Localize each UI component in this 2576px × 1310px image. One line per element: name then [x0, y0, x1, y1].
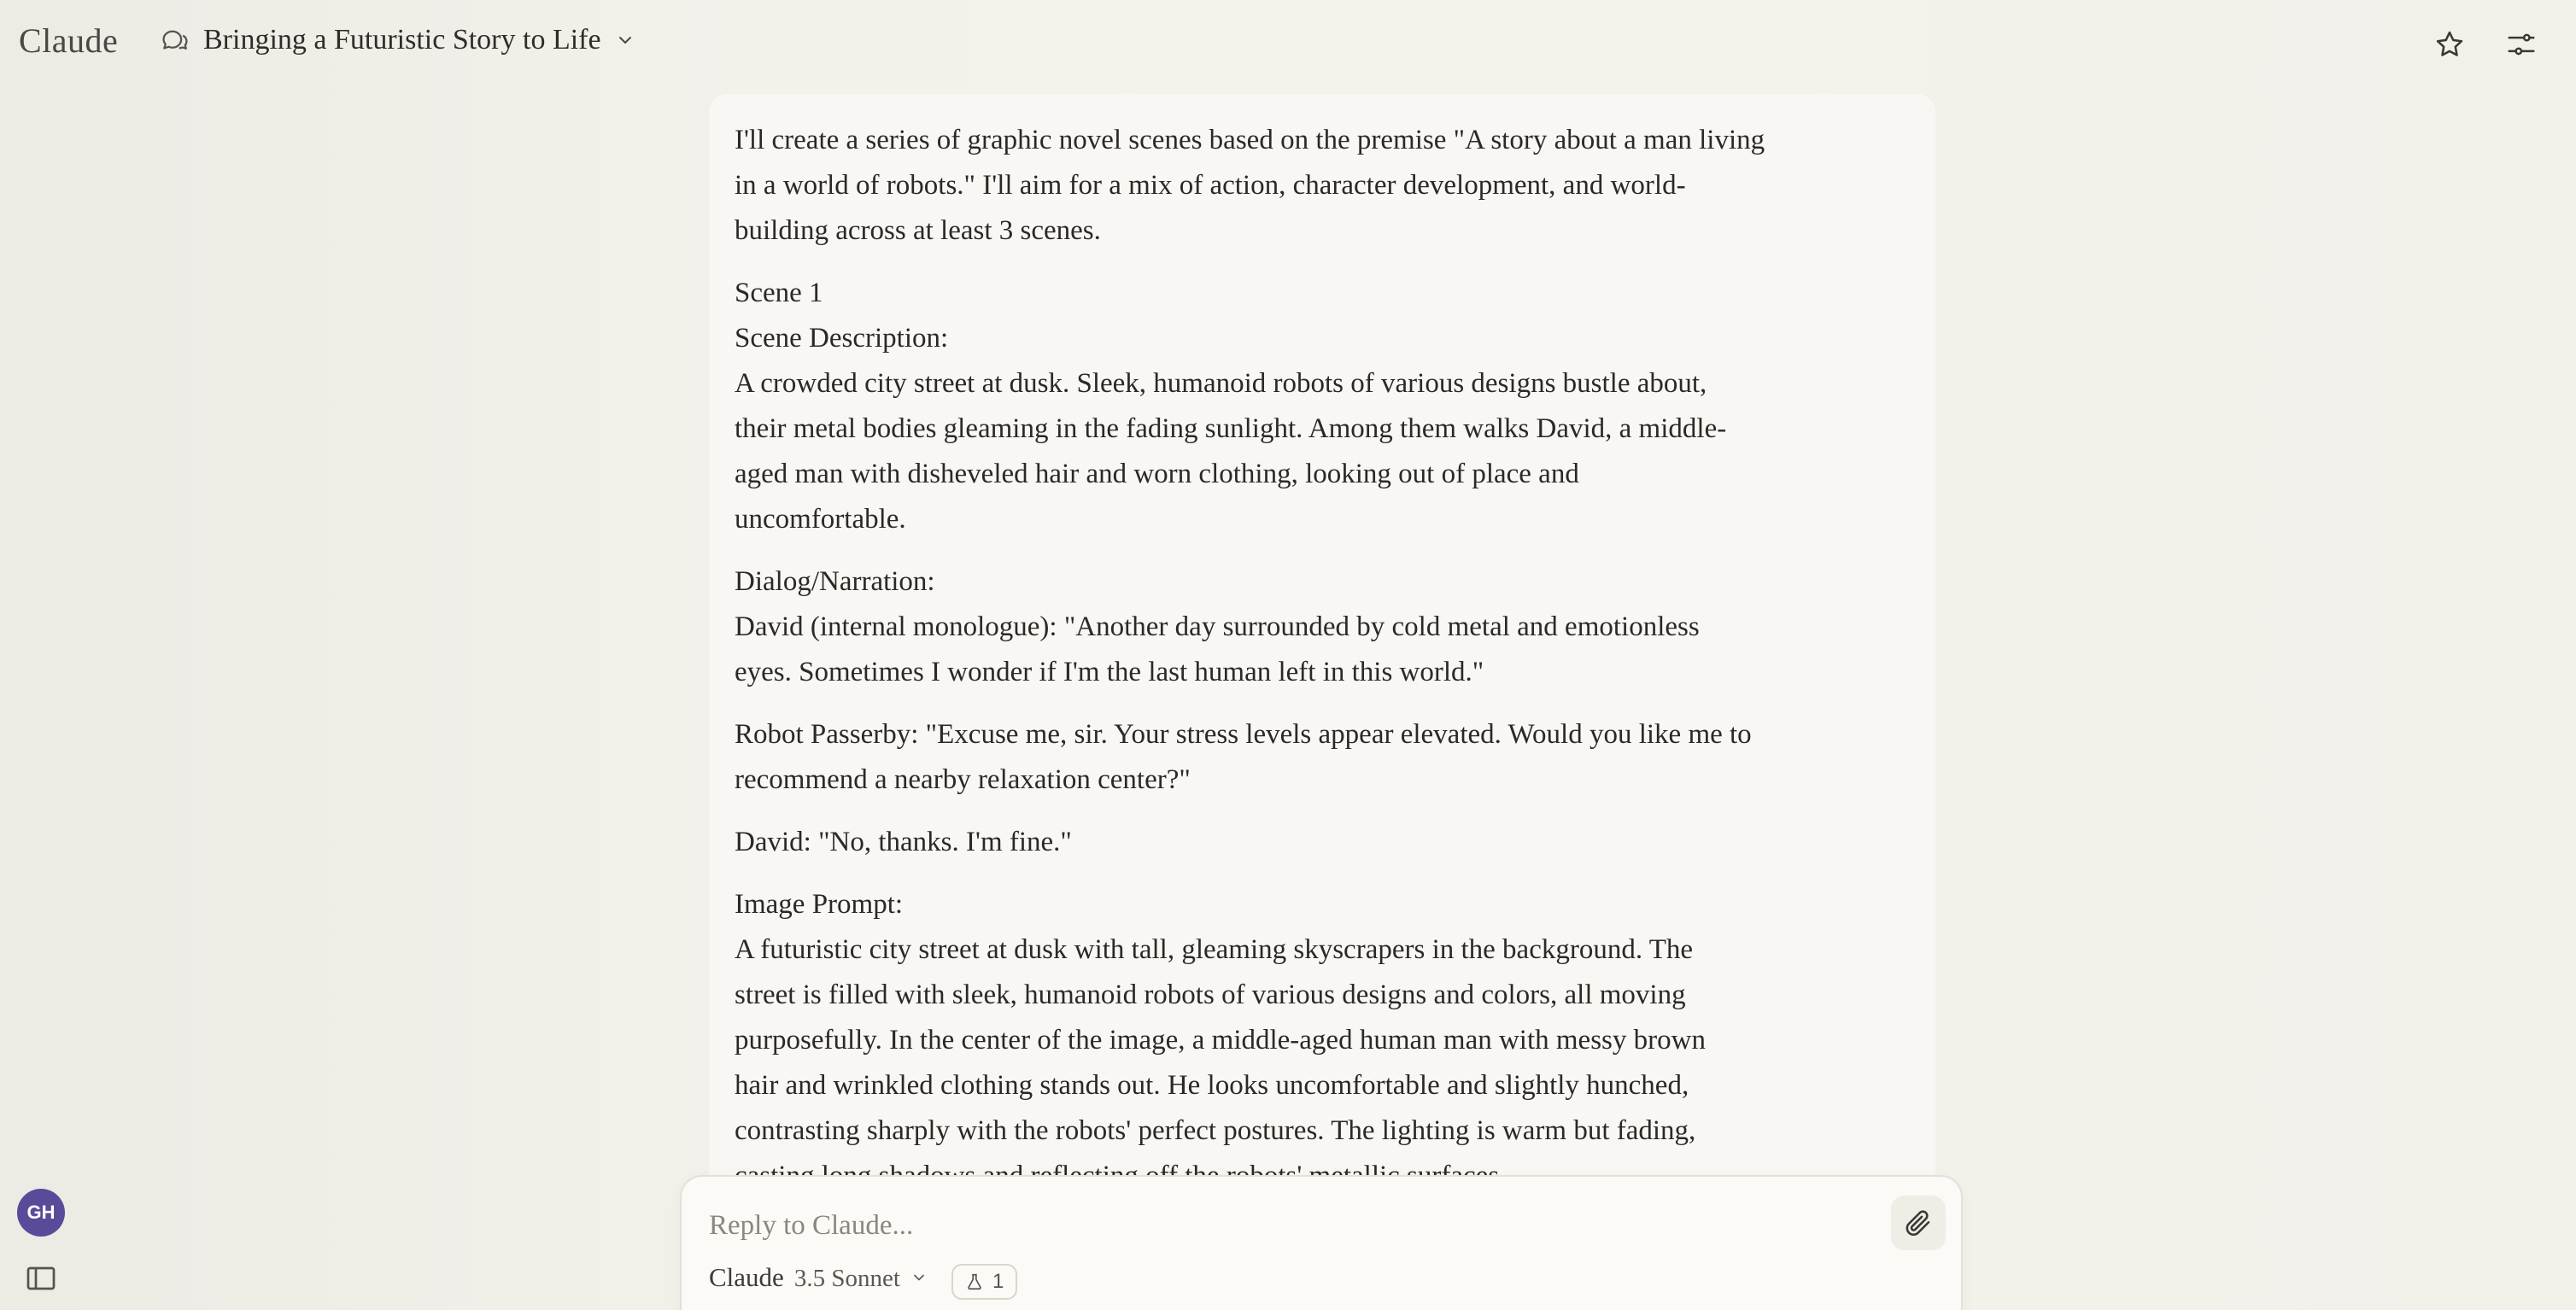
star-button[interactable] — [2427, 22, 2472, 67]
message-line: purposefully. In the center of the image, a middle-aged human man with messy brown — [735, 1025, 1706, 1056]
paperclip-icon — [1903, 1208, 1934, 1238]
message-line: Image Prompt: — [735, 889, 904, 920]
message-line: Robot Passerby: "Excuse me, sir. Your stress levels appear elevated. Would you like me to — [735, 719, 1752, 750]
settings-button[interactable] — [2499, 22, 2544, 67]
chevron-down-icon — [615, 30, 635, 50]
claude-logo[interactable]: Claude — [19, 21, 119, 60]
message-line: Scene 1 — [735, 278, 823, 308]
message-line: Scene Description: — [735, 323, 949, 354]
message-line: hair and wrinkled clothing stands out. He looks uncomfortable and slightly hunched, — [735, 1070, 1689, 1101]
conversation-title-dropdown[interactable] — [159, 24, 635, 56]
message-line: street is filled with sleek, humanoid robots of various designs and colors, all moving — [735, 980, 1686, 1010]
sidebar-toggle-icon[interactable] — [26, 1266, 56, 1291]
message-paragraph — [735, 118, 1862, 254]
message-paragraph — [735, 712, 1862, 803]
message-line: uncomfortable. — [735, 504, 906, 535]
model-brand: Claude — [709, 1262, 784, 1292]
avatar[interactable]: GH — [17, 1189, 65, 1237]
model-name: 3.5 Sonnet — [793, 1265, 900, 1292]
assistant-message — [709, 94, 1935, 1290]
message-line: Dialog/Narration: — [735, 566, 935, 597]
message-line: A crowded city street at dusk. Sleek, humanoid robots of various designs bustle about, — [735, 368, 1707, 399]
reply-input[interactable] — [709, 1206, 1819, 1245]
sliders-icon — [2505, 28, 2538, 61]
message-line: David (internal monologue): "Another day surrounded by cold metal and emotionless — [735, 611, 1700, 642]
model-selector[interactable] — [709, 1262, 928, 1293]
attach-button[interactable] — [1891, 1196, 1946, 1250]
message-line: in a world of robots." I'll aim for a mix of action, character development, and world- — [735, 170, 1686, 201]
flask-icon — [965, 1272, 984, 1291]
message-line: I'll create a series of graphic novel scenes based on the premise "A story about a man living — [735, 125, 1765, 155]
conversation-title: Bringing a Futuristic Story to Life — [203, 24, 601, 56]
message-paragraph — [735, 559, 1862, 695]
message-line: A futuristic city street at dusk with tall, gleaming skyscrapers in the background. The — [735, 934, 1694, 965]
chevron-down-icon — [910, 1269, 928, 1286]
message-line: contrasting sharply with the robots' perfect postures. The lighting is warm but fading, — [735, 1115, 1696, 1146]
chat-bubbles-icon — [159, 24, 191, 56]
star-icon — [2433, 28, 2466, 61]
message-paragraph — [735, 271, 1862, 542]
project-badge[interactable] — [951, 1264, 1017, 1300]
message-line: their metal bodies gleaming in the fading sunlight. Among them walks David, a middle- — [735, 413, 1727, 444]
message-paragraph — [735, 820, 1862, 865]
message-paragraph — [735, 882, 1862, 1199]
message-line: aged man with disheveled hair and worn clothing, looking out of place and — [735, 459, 1579, 489]
reply-composer — [680, 1175, 1963, 1310]
message-line: eyes. Sometimes I wonder if I'm the last human left in this world." — [735, 657, 1484, 687]
message-line: recommend a nearby relaxation center?" — [735, 764, 1191, 795]
project-count: 1 — [992, 1270, 1004, 1293]
message-line: building across at least 3 scenes. — [735, 215, 1101, 246]
message-line: David: "No, thanks. I'm fine." — [735, 827, 1072, 857]
